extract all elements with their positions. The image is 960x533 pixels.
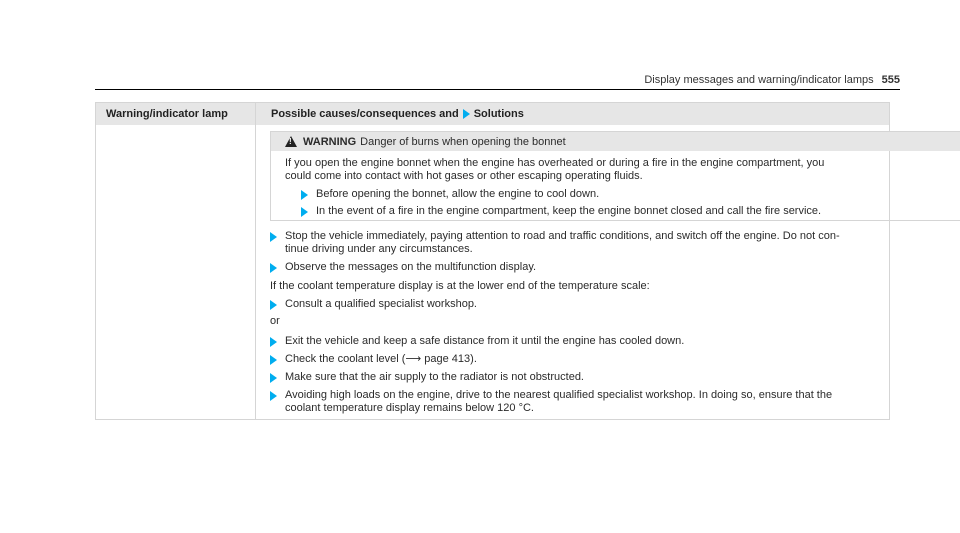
- warning-body-line2: could come into contact with hot gases or other escaping operating fluids.: [285, 170, 643, 182]
- arrow-icon: [270, 355, 277, 365]
- warning-bullet-2: [301, 205, 821, 218]
- header-divider: [95, 89, 900, 90]
- step-3: [270, 298, 477, 311]
- warning-bullet-2-text: In the event of a fire in the engine compartment, keep the engine bonnet closed and call the fire service.: [316, 205, 822, 217]
- page-header: [95, 74, 900, 88]
- section-title: Display messages and warning/indicator lamps: [644, 74, 874, 86]
- column-header-solutions-post: Solutions: [473, 108, 524, 120]
- arrow-icon: [270, 373, 277, 383]
- warning-bullet-1: [301, 188, 599, 201]
- arrow-icon: [270, 232, 277, 242]
- column-header-lamp: Warning/indicator lamp: [106, 108, 228, 120]
- column-header-solutions: [271, 108, 524, 120]
- step-4-text: Exit the vehicle and keep a safe distance from it until the engine has cooled down.: [285, 335, 685, 347]
- step-1-text: Stop the vehicle immediately, paying attention to road and traffic conditions, and switch off the engine. Do not con-: [285, 230, 840, 242]
- step-1: [270, 230, 840, 243]
- arrow-icon: [270, 391, 277, 401]
- or-text: or: [270, 315, 280, 327]
- step-6-text: Make sure that the air supply to the radiator is not obstructed.: [285, 371, 584, 383]
- step-4: [270, 335, 684, 348]
- arrow-icon: [301, 190, 308, 200]
- arrow-icon: [301, 207, 308, 217]
- step-3-text: Consult a qualified specialist workshop.: [285, 298, 477, 310]
- arrow-icon: [270, 263, 277, 273]
- condition-text: If the coolant temperature display is at the lower end of the temperature scale:: [270, 280, 650, 292]
- warning-header: [271, 132, 960, 151]
- column-header-solutions-pre: Possible causes/consequences and: [271, 108, 459, 120]
- column-divider: [255, 103, 256, 419]
- info-table: [95, 102, 890, 420]
- warning-subtitle: Danger of burns when opening the bonnet: [360, 135, 566, 148]
- step-1-continued: tinue driving under any circumstances.: [285, 243, 473, 255]
- arrow-icon: [270, 300, 277, 310]
- warning-bullet-1-text: Before opening the bonnet, allow the engine to cool down.: [316, 188, 600, 200]
- warning-triangle-icon: [285, 136, 297, 147]
- step-7: [270, 389, 832, 402]
- step-7-text: Avoiding high loads on the engine, drive to the nearest qualified specialist workshop. In doing so, ensure that the: [285, 389, 833, 401]
- step-2: [270, 261, 536, 274]
- step-5: [270, 353, 477, 366]
- warning-box: [270, 131, 960, 221]
- step-7-continued: coolant temperature display remains below 120 °C.: [285, 402, 534, 414]
- warning-body-line1: If you open the engine bonnet when the engine has overheated or during a fire in the engine compartment, you: [285, 157, 825, 169]
- page-number: 555: [881, 74, 900, 86]
- step-6: [270, 371, 584, 384]
- arrow-icon: [270, 337, 277, 347]
- step-2-text: Observe the messages on the multifunction display.: [285, 261, 537, 273]
- arrow-icon: [463, 109, 470, 119]
- step-5-text: Check the coolant level (⟶ page 413).: [285, 353, 477, 365]
- table-header: [96, 103, 889, 125]
- warning-title: WARNING: [303, 135, 357, 148]
